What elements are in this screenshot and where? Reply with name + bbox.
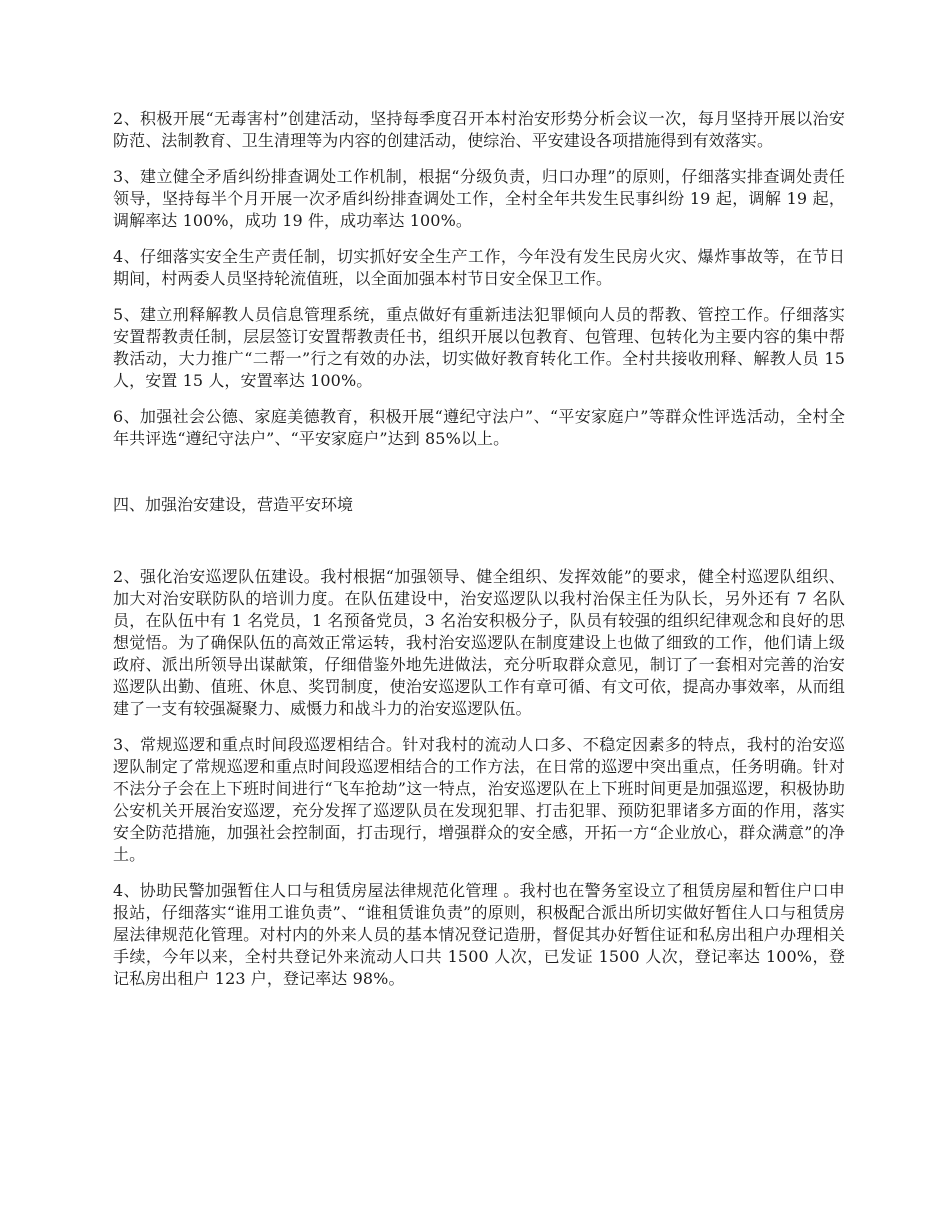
paragraph-item-3: 3、建立健全矛盾纠纷排查调处工作机制，根据“分级负责，归口办理”的原则，仔细落实排查调处责任领导，坚持每半个月开展一次矛盾纠纷排查调处工作，全村全年共发生民事纠纷 19 起，调解 19 起，调解率达 100%，成功 19 件，成功率达 100%。	[113, 167, 845, 230]
paragraph-item-5: 5、建立刑释解教人员信息管理系统，重点做好有重新违法犯罪倾向人员的帮教、管控工作。仔细落实安置帮教责任制，层层签订安置帮教责任书，组织开展以包教育、包管理、包转化为主要内容的集中帮教活动，大力推广“二帮一”行之有效的办法，切实做好教育转化工作。全村共接收刑释、解教人员 15 人，安置 15 人，安置率达 100%。	[113, 305, 845, 390]
paragraph-housing-management: 4、协助民警加强暂住人口与租赁房屋法律规范化管理 。我村也在警务室设立了租赁房屋和暂住户口申报站，仔细落实“谁用工谁负责”、“谁租赁谁负责”的原则，积极配合派出所切实做好暂住人口与租赁房屋法律规范化管理。对村内的外来人员的基本情况登记造册，督促其办好暂住证和私房出租户办理相关手续，今年以来，全村共登记外来流动人口共 1500 人次，已发证 1500 人次，登记率达 100%，登记私房出租户 123 户，登记率达 98%。	[113, 881, 845, 988]
document-page	[113, 108, 845, 1004]
section-heading: 四、加强治安建设，营造平安环境	[113, 495, 354, 514]
paragraph-item-4: 4、仔细落实安全生产责任制，切实抓好安全生产工作，今年没有发生民房火灾、爆炸事故等，在节日期间，村两委人员坚持轮流值班，以全面加强本村节日安全保卫工作。	[113, 247, 845, 288]
paragraph-item-2: 2、积极开展“无毒害村”创建活动，坚持每季度召开本村治安形势分析会议一次，每月坚持开展以治安防范、法制教育、卫生清理等为内容的创建活动，使综治、平安建设各项措施得到有效落实。	[113, 109, 845, 150]
paragraph-patrol-schedule: 3、常规巡逻和重点时间段巡逻相结合。针对我村的流动人口多、不稳定因素多的特点，我村的治安巡逻队制定了常规巡逻和重点时间段巡逻相结合的工作方法，在日常的巡逻中突出重点，任务明确。针对不法分子会在上下班时间进行“飞车抢劫”这一特点，治安巡逻队在上下班时间更是加强巡逻，积极协助公安机关开展治安巡逻，充分发挥了巡逻队员在发现犯罪、打击犯罪、预防犯罪诸多方面的作用，落实安全防范措施，加强社会控制面，打击现行，增强群众的安全感，开拓一方“企业放心，群众满意”的净土。	[113, 735, 845, 864]
paragraph-item-6: 6、加强社会公德、家庭美德教育，积极开展“遵纪守法户”、“平安家庭户”等群众性评选活动，全村全年共评选“遵纪守法户”、“平安家庭户”达到 85%以上。	[113, 407, 845, 448]
paragraph-patrol-team: 2、强化治安巡逻队伍建设。我村根据“加强领导、健全组织、发挥效能”的要求，健全村巡逻队组织、加大对治安联防队的培训力度。在队伍建设中，治安巡逻队以我村治保主任为队长，另外还有 7 名队员，在队伍中有 1 名党员，1 名预备党员，3 名治安积极分子，队员有较强的组织纪律观念和良好的思想觉悟。为了确保队伍的高效正常运转，我村治安巡逻队在制度建设上也做了细致的工作，他们请上级政府、派出所领导出谋献策，仔细借鉴外地先进做法，充分听取群众意见，制订了一套相对完善的治安巡逻队出勤、值班、休息、奖罚制度，使治安巡逻队工作有章可循、有文可依，提高办事效率，从而组建了一支有较强凝聚力、威慑力和战斗力的治安巡逻队伍。	[113, 567, 845, 718]
